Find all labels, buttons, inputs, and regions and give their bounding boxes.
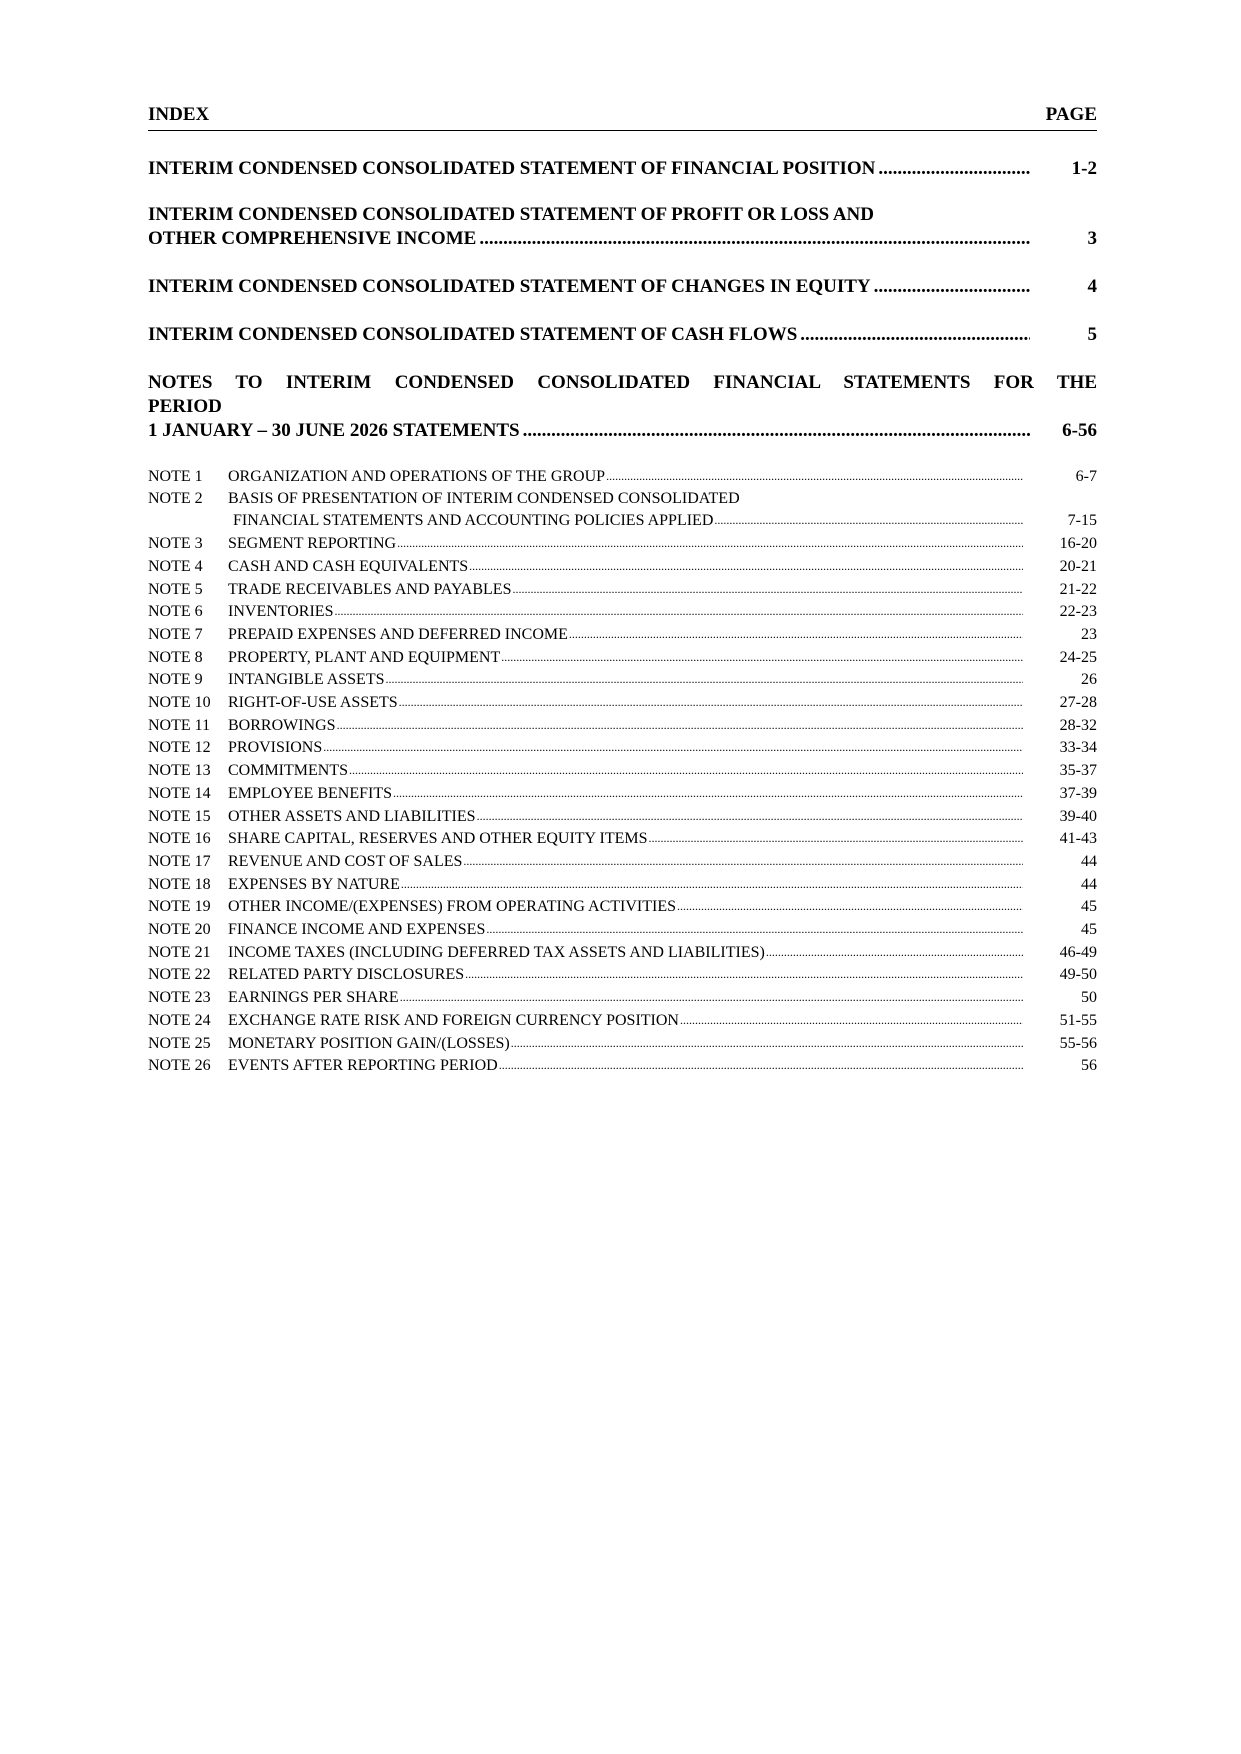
toc-entry-title: INTERIM CONDENSED CONSOLIDATED STATEMENT OF FINANCIAL POSITION: [148, 158, 876, 179]
note-title: BASIS OF PRESENTATION OF INTERIM CONDENSED CONSOLIDATED: [228, 489, 740, 507]
note-title: INTANGIBLE ASSETS: [228, 671, 385, 689]
note-entry[interactable]: [148, 850, 1097, 873]
dot-leader: [569, 623, 1023, 646]
note-entry[interactable]: [148, 782, 1097, 805]
note-page: 44: [1081, 875, 1097, 893]
dot-leader: [386, 668, 1024, 691]
note-page: 41-43: [1059, 830, 1097, 848]
note-number: NOTE 1: [148, 468, 203, 485]
toc-entry-profit-or-loss[interactable]: [148, 203, 1097, 251]
note-title: OTHER INCOME/(EXPENSES) FROM OPERATING ACTIVITIES: [228, 898, 677, 916]
toc-entry-title-line3: 1 JANUARY – 30 JUNE 2026 STATEMENTS: [148, 420, 520, 441]
dot-leader: [486, 918, 1023, 941]
note-title: REVENUE AND COST OF SALES: [228, 852, 463, 870]
note-page: 24-25: [1059, 648, 1097, 666]
toc-entry-title: INTERIM CONDENSED CONSOLIDATED STATEMENT OF CHANGES IN EQUITY: [148, 276, 871, 297]
note-entry[interactable]: [148, 759, 1097, 782]
note-page: 33-34: [1059, 739, 1097, 757]
note-entry[interactable]: [148, 488, 1097, 510]
note-title: EXPENSES BY NATURE: [228, 875, 400, 893]
note-entry[interactable]: [148, 873, 1097, 896]
note-number: NOTE 6: [148, 603, 203, 621]
dot-leader: [397, 532, 1023, 555]
note-title: EARNINGS PER SHARE: [228, 989, 399, 1007]
toc-entry-cash-flows[interactable]: [148, 323, 1097, 347]
toc-entry-title-line1: INTERIM CONDENSED CONSOLIDATED STATEMENT OF PROFIT OR LOSS AND: [148, 204, 874, 225]
note-title: RIGHT-OF-USE ASSETS: [228, 694, 398, 712]
note-page: 23: [1081, 625, 1097, 643]
dot-leader: [714, 509, 1023, 532]
dot-leader: [800, 323, 1030, 347]
note-title: INCOME TAXES (INCLUDING DEFERRED TAX ASSETS AND LIABILITIES): [228, 943, 765, 961]
dot-leader: [649, 827, 1023, 850]
note-page: 22-23: [1059, 603, 1097, 621]
note-number: NOTE 17: [148, 852, 211, 870]
dot-leader: [878, 157, 1030, 181]
note-page: 44: [1081, 852, 1097, 870]
note-entry[interactable]: [148, 623, 1097, 646]
note-number: NOTE 10: [148, 694, 211, 712]
note-number: NOTE 15: [148, 807, 211, 825]
toc-entry-notes[interactable]: [148, 371, 1097, 443]
note-entry[interactable]: [148, 555, 1097, 578]
toc-entry-page: 3: [1087, 228, 1097, 249]
dot-leader: [766, 941, 1023, 964]
note-number: NOTE 14: [148, 784, 211, 802]
note-entry[interactable]: [148, 827, 1097, 850]
note-page: 37-39: [1059, 784, 1097, 802]
note-number: NOTE 5: [148, 580, 203, 598]
note-title: EMPLOYEE BENEFITS: [228, 784, 392, 802]
note-title: RELATED PARTY DISCLOSURES: [228, 966, 465, 984]
dot-leader: [874, 275, 1030, 299]
note-number: NOTE 7: [148, 625, 203, 643]
note-entry[interactable]: [148, 1054, 1097, 1077]
note-number: NOTE 4: [148, 557, 203, 575]
note-entry[interactable]: [148, 963, 1097, 986]
index-label: INDEX: [148, 104, 210, 125]
index-header: [148, 104, 1097, 131]
dot-leader: [337, 714, 1023, 737]
note-entry[interactable]: [148, 986, 1097, 1009]
note-page: 20-21: [1059, 557, 1097, 575]
note-number: NOTE 2: [148, 489, 203, 507]
dot-leader: [334, 600, 1023, 623]
note-number: NOTE 8: [148, 648, 203, 666]
note-title: SEGMENT REPORTING: [228, 535, 397, 553]
note-number: NOTE 19: [148, 898, 211, 916]
note-title: INVENTORIES: [228, 603, 334, 621]
toc-entry-title-line2: OTHER COMPREHENSIVE INCOME: [148, 228, 477, 249]
note-title: EVENTS AFTER REPORTING PERIOD: [228, 1057, 498, 1075]
dot-leader: [463, 850, 1023, 873]
index-content: [148, 104, 1097, 1077]
note-number: NOTE 18: [148, 875, 211, 893]
toc-entry-page: 6-56: [1062, 420, 1097, 441]
note-entry[interactable]: [148, 578, 1097, 601]
note-page: 27-28: [1059, 694, 1097, 712]
note-number: NOTE 23: [148, 989, 211, 1007]
note-number: NOTE 20: [148, 921, 211, 939]
note-entry[interactable]: [148, 532, 1097, 555]
note-title: FINANCE INCOME AND EXPENSES: [228, 921, 486, 939]
note-number: NOTE 24: [148, 1011, 211, 1029]
note-title: SHARE CAPITAL, RESERVES AND OTHER EQUITY ITEMS: [228, 830, 648, 848]
note-page: 35-37: [1059, 762, 1097, 780]
note-title: ORGANIZATION AND OPERATIONS OF THE GROUP: [228, 468, 606, 485]
toc-entry-page: 5: [1087, 324, 1097, 345]
dot-leader: [349, 759, 1023, 782]
dot-leader: [393, 782, 1023, 805]
toc-entry-title: INTERIM CONDENSED CONSOLIDATED STATEMENT OF CASH FLOWS: [148, 324, 798, 345]
note-entry-continuation[interactable]: [148, 509, 1097, 532]
dot-leader: [677, 895, 1023, 918]
note-number: NOTE 11: [148, 716, 211, 734]
toc-entry-title-line1: NOTES TO INTERIM CONDENSED CONSOLIDATED FINANCIAL STATEMENTS FOR THE: [148, 372, 1097, 393]
note-page: 46-49: [1059, 943, 1097, 961]
note-title: TRADE RECEIVABLES AND PAYABLES: [228, 580, 512, 598]
note-page: 39-40: [1059, 807, 1097, 825]
notes-list: [148, 465, 1097, 1077]
dot-leader: [401, 873, 1023, 896]
note-entry[interactable]: [148, 714, 1097, 737]
note-number: NOTE 25: [148, 1034, 211, 1052]
note-entry[interactable]: [148, 736, 1097, 759]
note-number: NOTE 16: [148, 830, 211, 848]
note-entry[interactable]: [148, 668, 1097, 691]
dot-leader: [501, 646, 1023, 669]
page-column-label: PAGE: [1045, 104, 1097, 125]
note-page: 26: [1081, 671, 1097, 689]
note-number: NOTE 21: [148, 943, 211, 961]
dot-leader: [399, 691, 1023, 714]
note-page: 7-15: [1067, 512, 1097, 530]
note-page: 45: [1081, 898, 1097, 916]
note-page: 16-20: [1059, 535, 1097, 553]
dot-leader: [400, 986, 1023, 1009]
note-entry[interactable]: [148, 895, 1097, 918]
note-title: COMMITMENTS: [228, 762, 349, 780]
note-page: 49-50: [1059, 966, 1097, 984]
note-page: 28-32: [1059, 716, 1097, 734]
note-entry[interactable]: [148, 918, 1097, 941]
note-page: 56: [1081, 1057, 1097, 1075]
dot-leader: [606, 465, 1023, 488]
dot-leader: [523, 419, 1030, 443]
note-title: MONETARY POSITION GAIN/(LOSSES): [228, 1034, 510, 1052]
note-entry[interactable]: [148, 600, 1097, 623]
note-title: PREPAID EXPENSES AND DEFERRED INCOME: [228, 625, 568, 643]
toc-entry-page: 1-2: [1071, 158, 1097, 179]
note-page: 45: [1081, 921, 1097, 939]
note-page: 51-55: [1059, 1011, 1097, 1029]
note-entry[interactable]: [148, 805, 1097, 828]
note-entry[interactable]: [148, 1032, 1097, 1055]
note-title: EXCHANGE RATE RISK AND FOREIGN CURRENCY POSITION: [228, 1011, 679, 1029]
dot-leader: [465, 963, 1023, 986]
note-title: OTHER ASSETS AND LIABILITIES: [228, 807, 476, 825]
dot-leader: [477, 805, 1023, 828]
note-number: NOTE 26: [148, 1057, 211, 1075]
dot-leader: [511, 1032, 1023, 1055]
toc-entry-changes-in-equity[interactable]: [148, 275, 1097, 299]
note-title: PROPERTY, PLANT AND EQUIPMENT: [228, 648, 501, 666]
dot-leader: [323, 736, 1023, 759]
note-number: NOTE 3: [148, 535, 203, 553]
note-title: BORROWINGS: [228, 716, 336, 734]
note-page: 6-7: [1075, 468, 1097, 485]
note-number: NOTE 9: [148, 671, 203, 689]
note-entry[interactable]: [148, 1009, 1097, 1032]
note-page: 21-22: [1059, 580, 1097, 598]
dot-leader: [499, 1054, 1023, 1077]
toc-entry-financial-position[interactable]: [148, 157, 1097, 181]
toc-entry-title-line2: PERIOD: [148, 396, 222, 417]
note-number: NOTE 13: [148, 762, 211, 780]
dot-leader: [469, 555, 1023, 578]
note-entry[interactable]: [148, 646, 1097, 669]
note-title: PROVISIONS: [228, 739, 323, 757]
note-number: NOTE 12: [148, 739, 211, 757]
dot-leader: [479, 227, 1030, 251]
note-entry[interactable]: [148, 465, 1097, 488]
note-page: 50: [1081, 989, 1097, 1007]
note-title: CASH AND CASH EQUIVALENTS: [228, 557, 469, 575]
dot-leader: [680, 1009, 1023, 1032]
note-page: 55-56: [1059, 1034, 1097, 1052]
dot-leader: [512, 578, 1023, 601]
note-entry[interactable]: [148, 691, 1097, 714]
toc-entry-page: 4: [1087, 276, 1097, 297]
note-number: NOTE 22: [148, 966, 211, 984]
note-entry[interactable]: [148, 941, 1097, 964]
note-title-continued: FINANCIAL STATEMENTS AND ACCOUNTING POLICIES APPLIED: [233, 512, 714, 530]
